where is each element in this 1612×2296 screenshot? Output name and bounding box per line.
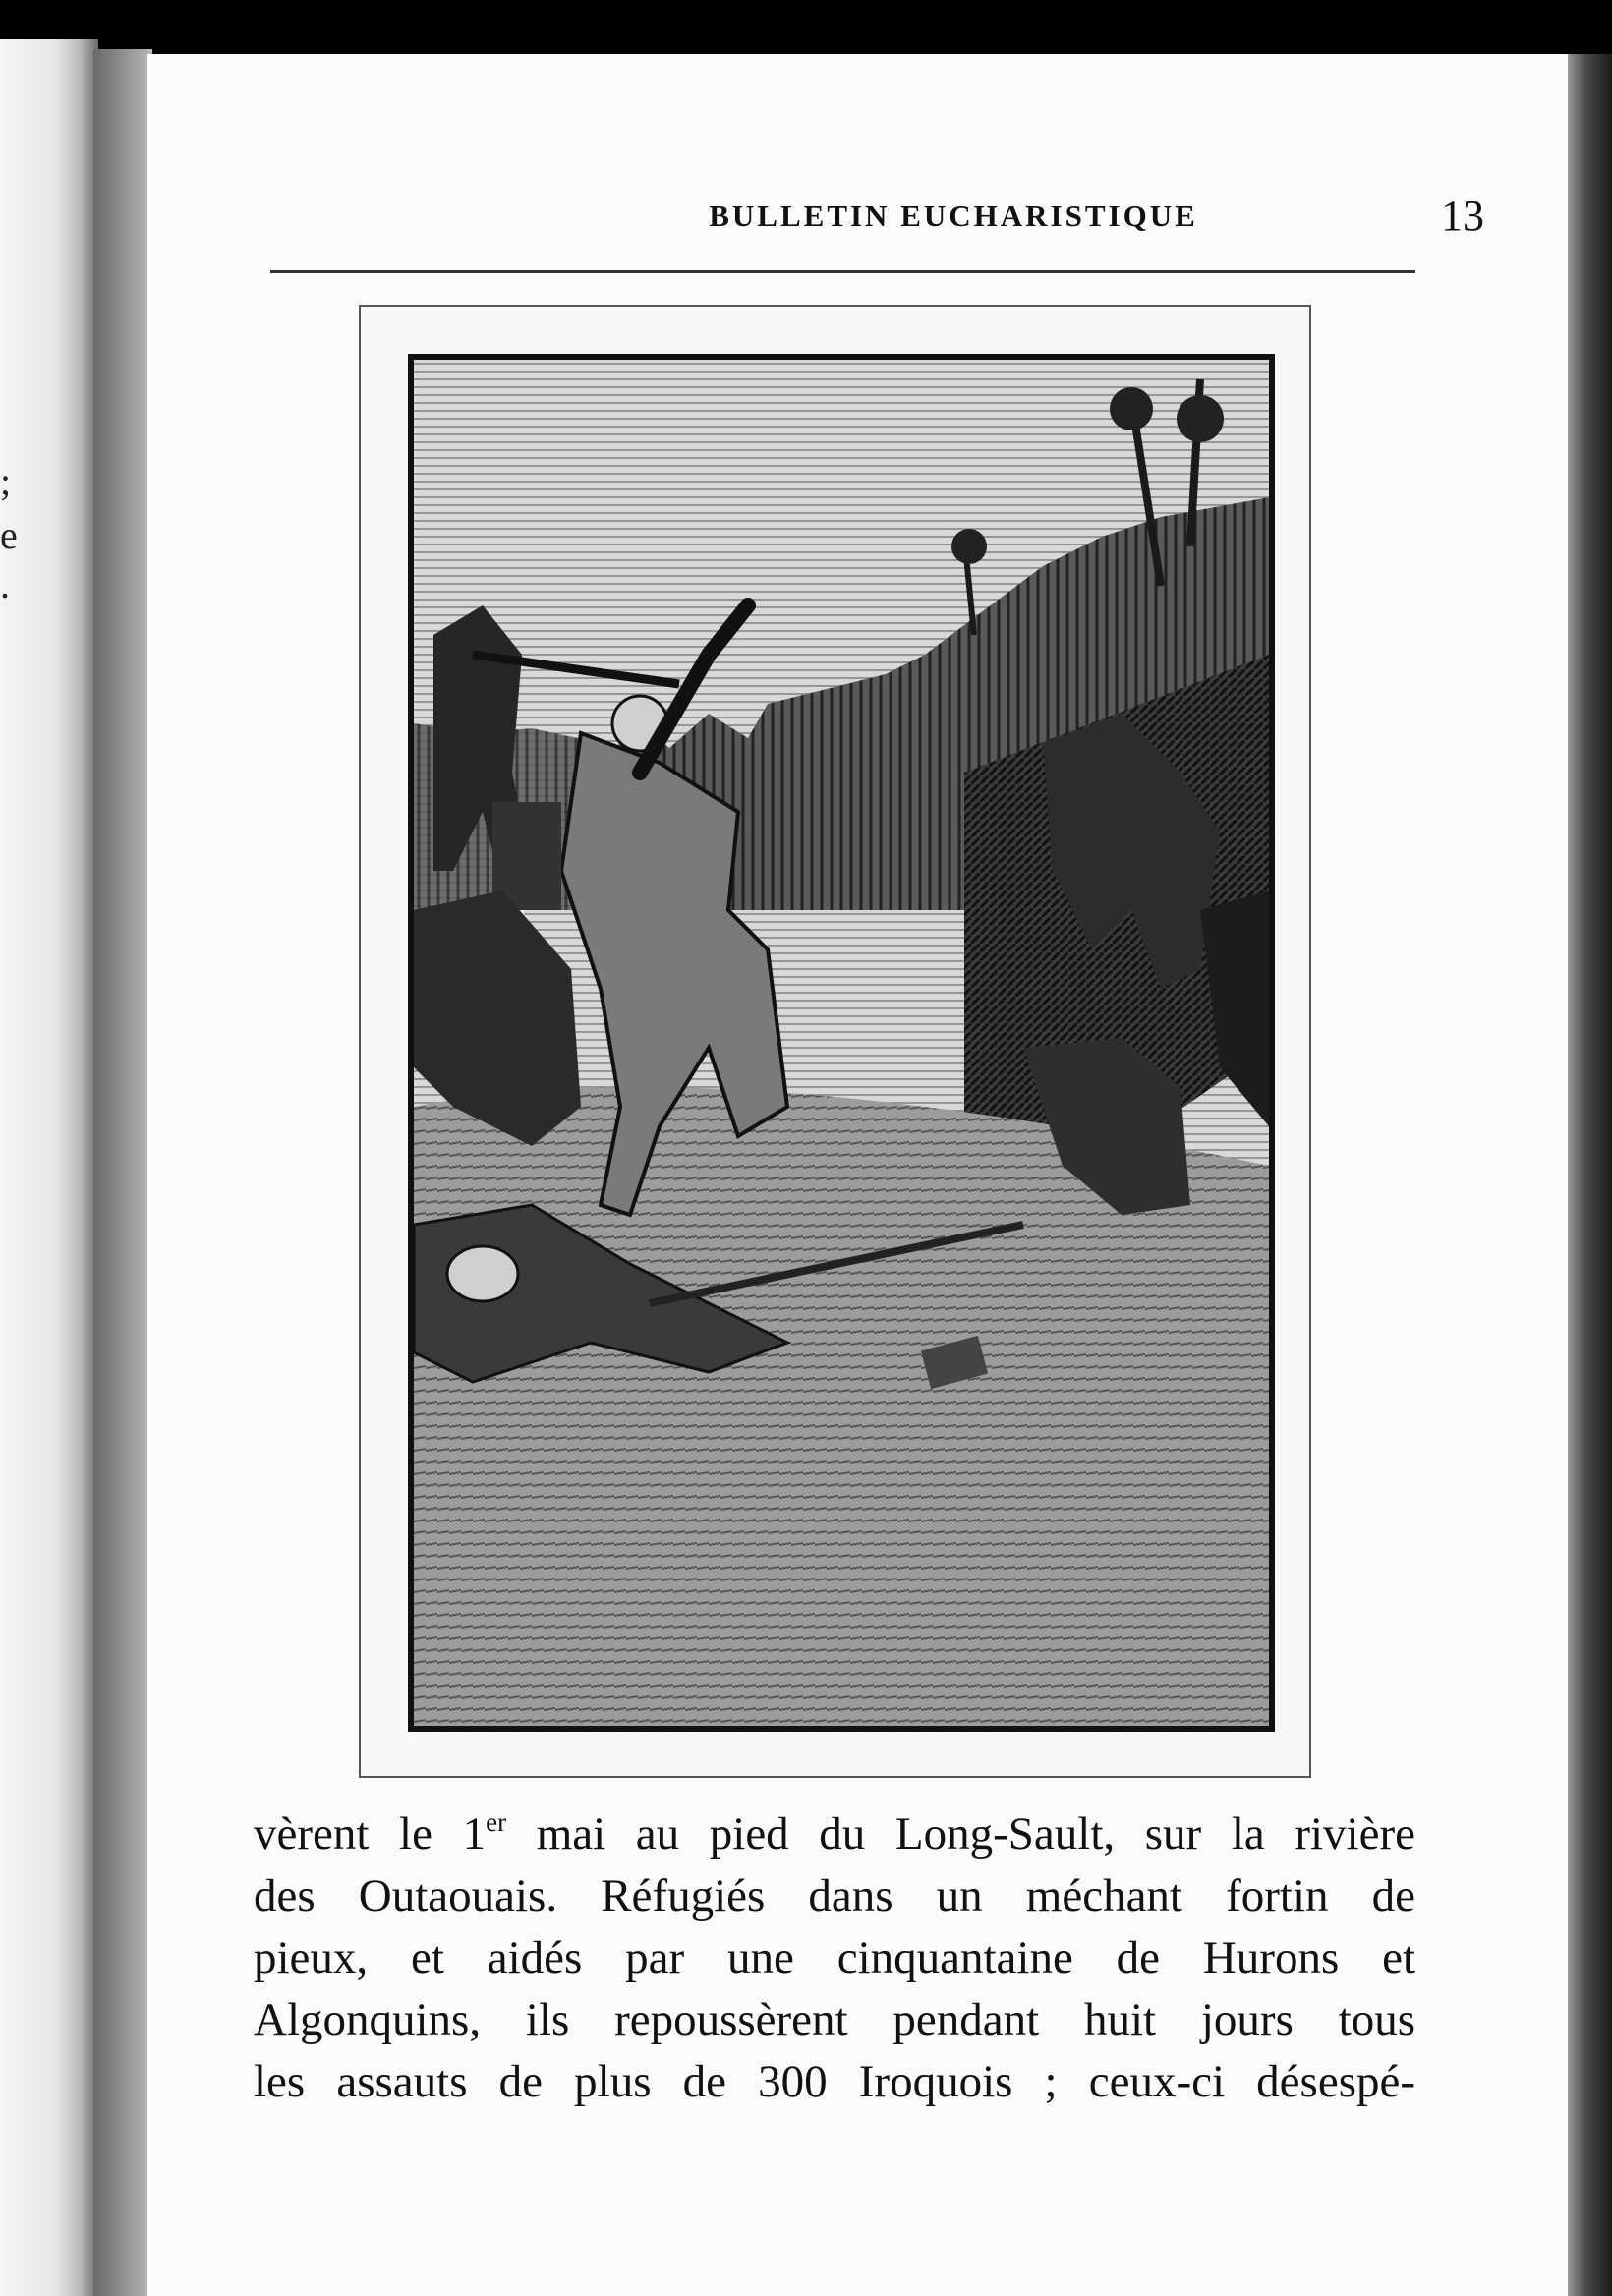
facing-page-fragment: e (0, 513, 18, 557)
trophy-head (951, 529, 987, 564)
text-line: pieux, et aidés par une cinquantaine de Hurons et (254, 1932, 1415, 1983)
engraving-illustration (408, 354, 1275, 1732)
trophy-head (1177, 395, 1224, 442)
engraving-image (414, 360, 1269, 1726)
facing-page-fragment: . (0, 562, 10, 606)
trophy-head (1110, 387, 1153, 430)
running-head (147, 187, 1568, 246)
facing-page-fragment: ; (0, 459, 12, 503)
book-gutter (93, 49, 152, 2296)
page-number: 13 (1441, 192, 1484, 240)
body-text (254, 1804, 1415, 2113)
text-line: des Outaouais. Réfugiés dans un méchant fortin de (254, 1870, 1415, 1922)
text-line (254, 1804, 1415, 1866)
facing-page-edge (0, 39, 98, 2296)
text-segment: vèrent le 1 (254, 1808, 487, 1860)
header-rule (270, 270, 1415, 273)
page-edge-shadow (1568, 54, 1612, 2296)
text-line: Algonquins, ils repoussèrent pendant huit jours tous (254, 1994, 1415, 2045)
text-line: les assauts de plus de 300 Iroquois ; ceux-ci désespé- (254, 2056, 1415, 2107)
running-title: BULLETIN EUCHARISTIQUE (709, 199, 1198, 233)
text-segment: mai au pied du Long-Sault, sur la rivière (506, 1808, 1415, 1860)
superscript: er (486, 1808, 507, 1837)
fallen-soldier-face (447, 1246, 518, 1301)
scan-top-border (0, 0, 1612, 59)
